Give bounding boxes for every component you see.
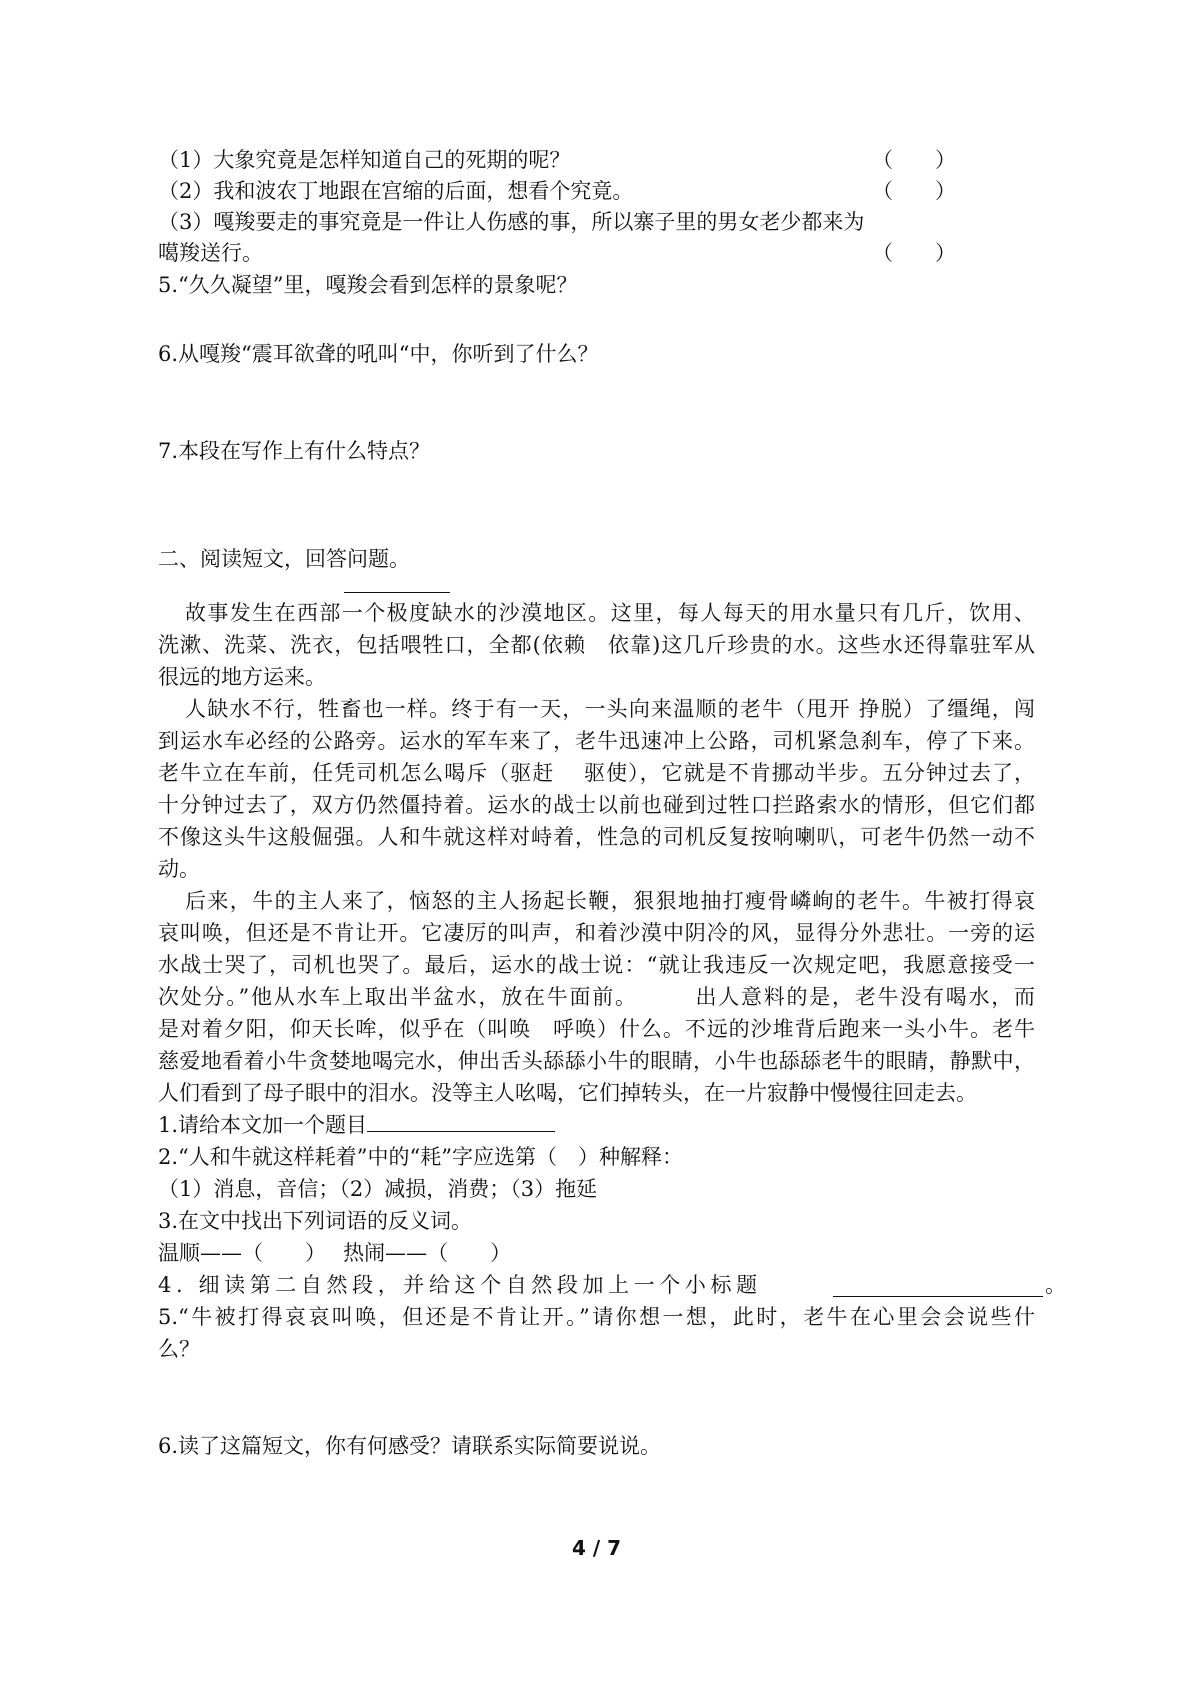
passage-para2-line4: 十分钟过去了，双方仍然僵持着。运水的战士以前也碰到过牲口拦路索水的情形，但它们都 [158, 793, 1035, 817]
passage-para2-line2: 到运水车必经的公路旁。运水的军车来了，老牛迅速冲上公路，司机紧急刹车，停了下来。 [158, 729, 1035, 753]
passage-para3-line3: 水战士哭了，司机也哭了。最后，运水的战士说：“就让我违反一次规定吧，我愿意接受一 [158, 953, 1035, 977]
passage-para3-line6: 慈爱地看着小牛贪婪地喝完水，伸出舌头舔舔小牛的眼睛，小牛也舔舔老牛的眼睛，静默中， [158, 1049, 1035, 1073]
s2-question-4-answer-blank[interactable] [833, 1276, 1043, 1297]
q4-item-1: （1）大象究竟是怎样知道自己的死期的呢？ [158, 148, 571, 172]
s2-question-1 [158, 1110, 555, 1140]
passage-para2-line6: 动。 [158, 857, 200, 881]
section-2-heading: 二、阅读短文，回答问题。 [158, 547, 410, 571]
s2-question-6: 6.读了这篇短文，你有何感受？请联系实际简要说说。 [158, 1434, 662, 1458]
q4-item-2: （2）我和波农丁地跟在宫缩的后面，想看个究竟。 [158, 179, 634, 203]
s2-question-4-end: 。 [1045, 1273, 1066, 1297]
q4-item-1-answer-blank[interactable]: （ ） [872, 148, 956, 172]
s2-question-4 [158, 1270, 762, 1300]
q4-item-3-answer-blank[interactable]: （ ） [872, 241, 956, 265]
s2-question-3: 3.在文中找出下列词语的反义词。 [158, 1209, 473, 1233]
passage-para1-line3: 很远的地方运来。 [158, 665, 326, 689]
s2-question-2-options: （1）消息，音信；（2）减损，消费；（3）拖延 [158, 1177, 598, 1201]
page-number: 4 / 7 [572, 1536, 622, 1560]
s2-question-1-text: 1.请给本文加一个题目 [158, 1113, 368, 1137]
passage-para3-line5: 是对着夕阳，仰天长哞，似乎在（叫唤 呼唤）什么。不远的沙堆背后跑来一头小牛。老牛 [158, 1017, 1035, 1041]
title-blank-line [344, 592, 450, 593]
s2-question-2: 2.“人和牛就这样耗着”中的“耗”字应选第（ ）种解释： [158, 1145, 683, 1169]
s2-question-1-answer-blank[interactable] [367, 1111, 555, 1132]
passage-para3-line2: 哀叫唤，但还是不肯让开。它凄厉的叫声，和着沙漠中阴冷的风，显得分外悲壮。一旁的运 [158, 921, 1035, 945]
passage-para1-line2: 洗漱、洗菜、洗衣，包括喂牲口，全都(依赖 依靠)这几斤珍贵的水。这些水还得靠驻军从 [158, 633, 1035, 657]
q4-item-2-answer-blank[interactable]: （ ） [872, 179, 956, 203]
passage-para3-line4: 次处分。”他从水车上取出半盆水，放在牛面前。 出人意料的是，老牛没有喝水，而 [158, 985, 1035, 1009]
question-6: 6.从嘎羧“震耳欲聋的吼叫“中，你听到了什么？ [158, 342, 599, 366]
passage-para2-line1: 人缺水不行，牲畜也一样。终于有一天，一头向来温顺的老牛（甩开 挣脱）了缰绳，闯 [185, 697, 1035, 721]
question-5: 5.“久久凝望”里，嘎羧会看到怎样的景象呢？ [158, 273, 578, 297]
passage-para2-line5: 不像这头牛这般倔强。人和牛就这样对峙着，性急的司机反复按响喇叭，可老牛仍然一动不 [158, 825, 1035, 849]
passage-para3-line7: 人们看到了母子眼中的泪水。没等主人吆喝，它们掉转头，在一片寂静中慢慢往回走去。 [158, 1081, 977, 1105]
q4-item-3-line2: 噶羧送行。 [158, 241, 263, 265]
s2-question-5-line2: 么？ [158, 1337, 200, 1361]
passage-para2-line3: 老牛立在车前，任凭司机怎么喝斥（驱赶 驱使），它就是不肯挪动半步。五分钟过去了， [158, 761, 1035, 785]
question-7: 7.本段在写作上有什么特点？ [158, 439, 431, 463]
s2-question-4-text: 4. 细读第二自然段，并给这个自然段加上一个小标题 [158, 1273, 762, 1297]
s2-question-3-words: 温顺——（ ） 热闹——（ ） [158, 1241, 512, 1265]
passage-para1-line1: 故事发生在西部一个极度缺水的沙漠地区。这里，每人每天的用水量只有几斤，饮用、 [185, 601, 1035, 625]
s2-question-5-line1: 5.“牛被打得哀哀叫唤，但还是不肯让开。”请你想一想，此时，老牛在心里会会说些什 [158, 1305, 1035, 1329]
q4-item-3-line1: （3）嘎羧要走的事究竟是一件让人伤感的事，所以寨子里的男女老少都来为 [158, 210, 865, 234]
passage-para3-line1: 后来，牛的主人来了，恼怒的主人扬起长鞭，狠狠地抽打瘦骨嶙峋的老牛。牛被打得哀 [185, 889, 1035, 913]
